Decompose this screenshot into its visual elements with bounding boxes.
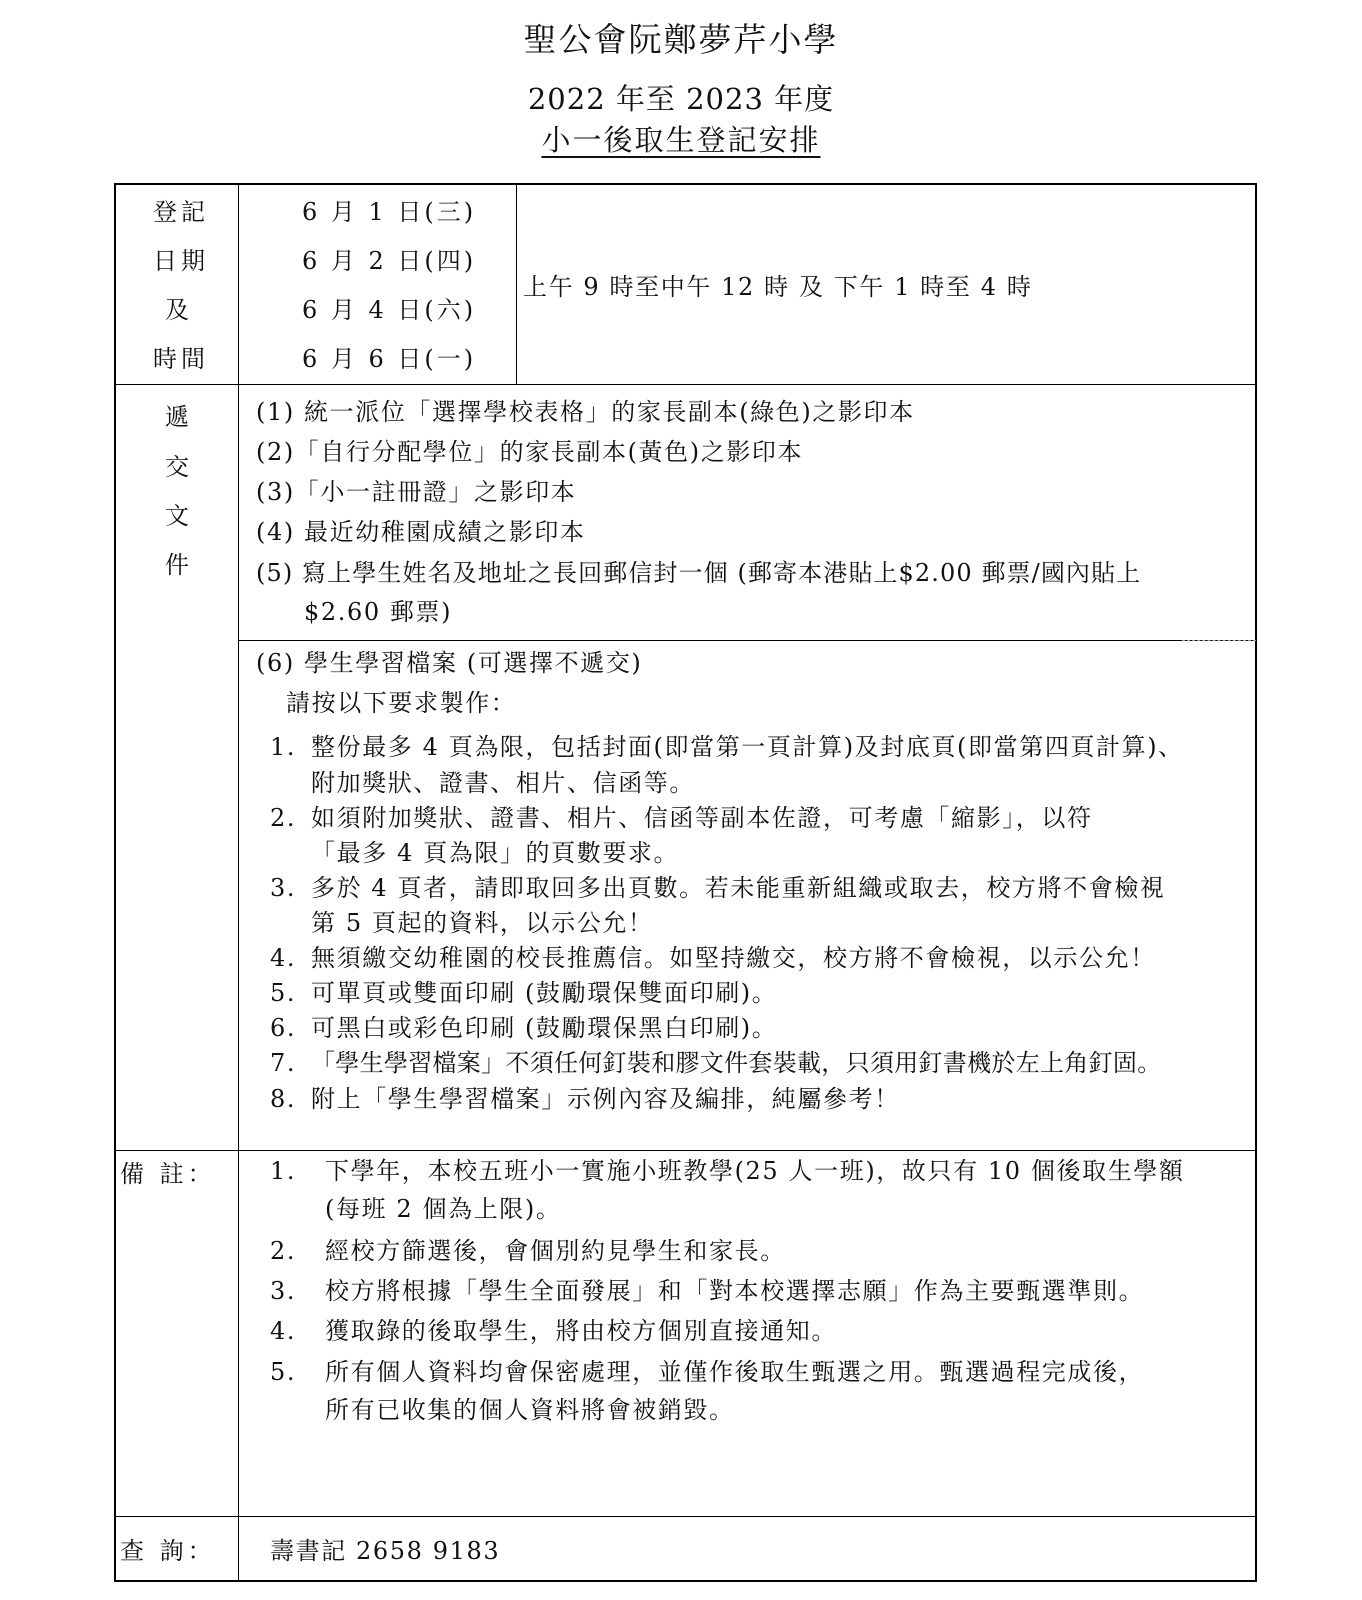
remark-num: 4. xyxy=(270,1317,297,1345)
portfolio-rule-line: 可單頁或雙面印刷 (鼓勵環保雙面印刷)。 xyxy=(311,979,778,1007)
document-item-1: (1) 統一派位「選擇學校表格」的家長副本(綠色)之影印本 xyxy=(256,398,915,426)
dotted-divider xyxy=(1182,640,1256,641)
table-label-divider xyxy=(238,183,239,1582)
row-divider-3 xyxy=(114,1516,1257,1517)
row-divider-2 xyxy=(114,1150,1257,1151)
remark-line: 獲取錄的後取學生，將由校方個別直接通知。 xyxy=(325,1317,837,1345)
row-divider-portfolio xyxy=(238,640,1257,641)
registration-time: 上午 9 時至中午 12 時 及 下午 1 時至 4 時 xyxy=(523,273,1033,301)
portfolio-rule-line: 如須附加獎狀、證書、相片、信函等副本佐證，可考慮「縮影」，以符 xyxy=(311,804,1093,832)
portfolio-intro: 請按以下要求製作： xyxy=(286,689,517,717)
portfolio-rule-line: 整份最多 4 頁為限，包括封面(即當第一頁計算)及封底頁(即當第四頁計算)、 xyxy=(311,733,1184,761)
remark-line: 經校方篩選後，會個別約見學生和家長。 xyxy=(325,1237,786,1265)
portfolio-rule-line: 附上「學生學習檔案」示例內容及編排，純屬參考！ xyxy=(311,1085,900,1113)
documents-label-3: 文 xyxy=(165,502,193,530)
registration-label-4: 時間 xyxy=(153,345,209,373)
document-item-3: (3)「小一註冊證」之影印本 xyxy=(256,478,577,506)
registration-date-1: 6 月 1 日(三) xyxy=(302,198,477,226)
documents-label-4: 件 xyxy=(165,551,193,579)
row-divider-1 xyxy=(114,384,1257,385)
portfolio-rule-line: 「學生學習檔案」不須任何釘裝和膠文件套裝載，只須用釘書機於左上角釘固。 xyxy=(311,1049,1162,1077)
portfolio-rule-num: 3. xyxy=(270,874,297,902)
remark-num: 1. xyxy=(270,1157,297,1185)
portfolio-rule-line: 無須繳交幼稚園的校長推薦信。如堅持繳交，校方將不會檢視，以示公允！ xyxy=(311,944,1156,972)
documents-label-2: 交 xyxy=(165,453,193,481)
portfolio-rule-num: 2. xyxy=(270,804,297,832)
remark-line: 所有個人資料均會保密處理，並僅作後取生甄選之用。甄選過程完成後， xyxy=(325,1358,1145,1386)
portfolio-rule-line: 「最多 4 頁為限」的頁數要求。 xyxy=(311,839,680,867)
document-item-2: (2)「自行分配學位」的家長副本(黃色)之影印本 xyxy=(256,438,804,466)
registration-label-2: 日期 xyxy=(153,247,209,275)
document-item-5: (5) 寫上學生姓名及地址之長回郵信封一個 (郵寄本港貼上$2.00 郵票/國內貼上 xyxy=(256,559,1142,587)
enquiry-label: 查 詢： xyxy=(120,1537,216,1565)
document-item-5-cont: $2.60 郵票) xyxy=(304,598,453,626)
portfolio-rule-num: 7. xyxy=(270,1049,297,1077)
enquiry-contact: 壽書記 2658 9183 xyxy=(270,1537,501,1565)
portfolio-rule-line: 附加獎狀、證書、相片、信函等。 xyxy=(311,769,695,797)
registration-label-3: 及 xyxy=(165,296,193,324)
portfolio-rule-num: 4. xyxy=(270,944,297,972)
registration-date-2: 6 月 2 日(四) xyxy=(302,247,477,275)
remark-num: 5. xyxy=(270,1358,297,1386)
portfolio-rule-num: 1. xyxy=(270,733,297,761)
portfolio-rule-line: 多於 4 頁者，請即取回多出頁數。若未能重新組織或取去，校方將不會檢視 xyxy=(311,874,1166,902)
portfolio-title: (6) 學生學習檔案 (可選擇不遞交) xyxy=(256,649,643,677)
portfolio-rule-line: 第 5 頁起的資料，以示公允！ xyxy=(311,909,654,937)
portfolio-rule-num: 6. xyxy=(270,1014,297,1042)
registration-label-1: 登記 xyxy=(153,198,209,226)
remark-line: (每班 2 個為上限)。 xyxy=(325,1195,562,1223)
remark-line: 校方將根據「學生全面發展」和「對本校選擇志願」作為主要甄選準則。 xyxy=(325,1277,1145,1305)
registration-date-4: 6 月 6 日(一) xyxy=(302,345,477,373)
remark-num: 2. xyxy=(270,1237,297,1265)
remark-line: 所有已收集的個人資料將會被銷毀。 xyxy=(325,1396,735,1424)
date-time-divider xyxy=(516,183,517,385)
school-name: 聖公會阮鄭夢芹小學 xyxy=(523,20,839,59)
remarks-label: 備 註： xyxy=(120,1160,216,1188)
academic-year: 2022 年至 2023 年度 xyxy=(527,82,835,116)
document-item-4: (4) 最近幼稚園成績之影印本 xyxy=(256,518,586,546)
portfolio-rule-num: 5. xyxy=(270,979,297,1007)
portfolio-rule-line: 可黑白或彩色印刷 (鼓勵環保黑白印刷)。 xyxy=(311,1014,778,1042)
portfolio-rule-num: 8. xyxy=(270,1085,297,1113)
page-title-text: 小一後取生登記安排 xyxy=(541,123,821,157)
registration-date-3: 6 月 4 日(六) xyxy=(302,296,477,324)
remark-line: 下學年，本校五班小一實施小班教學(25 人一班)，故只有 10 個後取生學額 xyxy=(325,1157,1185,1185)
remark-num: 3. xyxy=(270,1277,297,1305)
documents-label-1: 遞 xyxy=(165,403,193,431)
page-title xyxy=(0,118,1362,159)
